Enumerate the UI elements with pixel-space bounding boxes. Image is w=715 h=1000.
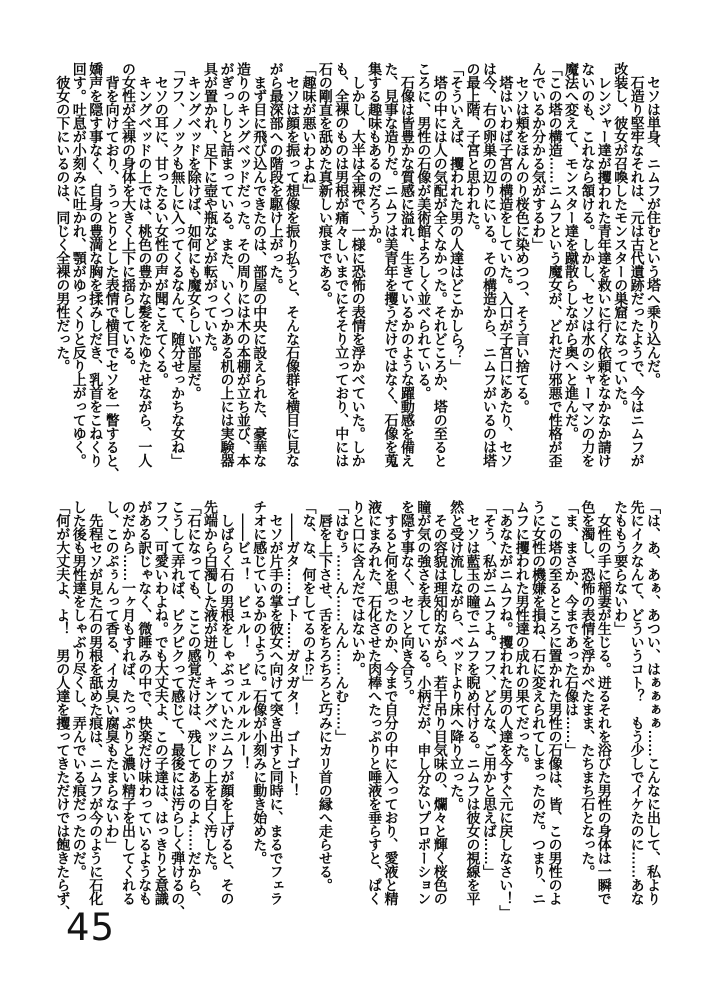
text-line: 女性の手に稲妻が生じる。迸るそれを浴びた男性の身体は一瞬で (596, 500, 613, 905)
text-line: セソは藍玉の瞳でニムフを睨め付ける。ニムフは彼女の視線を平 (465, 500, 482, 905)
text-line: 「は、あ、あぁ、あつい、はぁぁぁぁ……こんなに出して、私より (646, 500, 662, 905)
text-line: 先程セソが見た石の男根を舐めた痕は、ニムフが今のように石化 (88, 500, 105, 905)
text-line: チオに感じているかのように。石像が小刻みに動き始めた。 (252, 500, 269, 865)
text-line: のだから……一ヶ月もすれば、たっぷりと濃い精子を出してくれる (121, 500, 137, 905)
text-line: たももう要らないわ」 (613, 500, 630, 635)
text-line: 石の剛直を舐めた真新しい痕まである。 (317, 62, 334, 305)
text-line: 先端から白濁した液が迸り、キングベッドの上を白く汚した。 (203, 500, 220, 878)
text-line: りと口に含んだではないか。 (350, 500, 367, 676)
text-line: ないのも、これなら頷ける。しかし、セソは水のシャーマンの力を (580, 62, 597, 467)
text-line: た、見事な造りだ。ニムフは美青年を攫うだけではなく、石像を蒐 (383, 62, 400, 467)
text-line: した後も男性達をしゃぶり尽くし、弄んでいる痕だったのだ。 (71, 500, 88, 878)
text-line: しばらく石の男根をしゃぶっていたニムフが顔を上げると、その (219, 500, 236, 905)
text-line: がある訳じゃなく、微睡みの中で、快楽だけ味わっているようなも (137, 500, 154, 905)
text-line: すると何を思ったのか、今まで自分の中に入っており、愛液と精 (383, 500, 400, 905)
text-line: 然と受け流しながら、ベッドより床へ降り立った。 (449, 500, 466, 811)
text-line: 「そう、私がニムフよ。フフ、どんな、ご用かと思えば……」 (481, 500, 498, 878)
text-line: 石造り堅牢なそれは、元は古代遺跡だったようで、今はニムフが (629, 62, 646, 467)
text-line: 彼女の下にいるのは、同じく全裸の男性だった。 (55, 62, 72, 373)
text-line: うに女性の機嫌を損ね、石に変えられてしまったのだ。つまり、ニ (531, 500, 548, 905)
text-line: の最上階、子宮と思われた。 (465, 62, 482, 238)
text-line: は今、右の卵巣の辺りにいる。その構造から、ニムフがいるのは塔 (481, 62, 498, 467)
text-line: し、このぷぅんって香る、イカ臭い腐臭もたまらないわ」 (104, 500, 121, 851)
text-line: 「フフ、ノックも無しに入ってくるなんて、随分せっかちな女ね」 (170, 62, 187, 467)
text-line: レンジャー達が攫われた青年達を救いに行く依頼をなかなか請け (596, 62, 613, 467)
text-block-bottom (55, 500, 662, 936)
text-line: がら最深部への階段を駆け上がった。 (268, 62, 285, 292)
text-line: しかし、大半は全裸で、一様に恐怖の表情を浮かべていた。しか (350, 62, 367, 467)
text-line: 唇を上下させ、舌をちろちろと巧みにカリ首の縁へ走らせる。 (317, 500, 334, 892)
text-line: 回す。吐息が小刻みに吐かれ、顎がゆっくりと反り上がってゆく。 (71, 62, 88, 467)
text-line: 集する趣味もあるのだろうか。 (367, 62, 384, 251)
text-line: 具が置かれ、足下に壺や瓶などが転がっていた。 (203, 62, 220, 359)
text-line: 液にまみれた、石化させた肉棒へたっぷりと唾液を垂らすと、ぱく (367, 500, 384, 905)
text-line: セソの耳に、甘ったるい女性の声が聞こえてくる。 (153, 62, 170, 386)
text-line: まず目に飛び込んできたのは、部屋の中央に設えられた、豪華な (252, 62, 269, 467)
text-line: の女性が全裸の身体を大きく上下に揺らしている。 (121, 62, 137, 373)
text-line: 「あなたがニムフね。攫われた男の人達を今すぐ元に戻しなさい！」 (498, 500, 515, 919)
text-block-top (55, 62, 662, 498)
text-line: 瞳が気の強さを表している。小柄だが、申し分ないプロポーション (416, 500, 433, 905)
text-line: 「そういえば、攫われた男の人達はどこかしら？」 (449, 62, 466, 373)
text-line: フフ、可愛いわよね。でも大丈夫よ、この子達は、はっきりと意識 (153, 500, 170, 905)
text-line: ころに、男性の石像が美術館よろしく並べられている。 (416, 62, 433, 400)
text-line: キングベッドを除けば、如何にも魔女らしい部屋だ。 (186, 62, 203, 400)
text-line: がぎっしりと詰まっている。また、いくつかある机の上には実験器 (219, 62, 236, 467)
text-line: セソが片手の掌を彼女へ向けて突き出すと同時に、まるでフェラ (268, 500, 285, 905)
text-line: 「この塔の構造……ニムフという魔女が、どれだけ邪悪で性格が歪 (547, 62, 564, 467)
text-line: んでいるか分かる気がするわ」 (531, 62, 548, 251)
text-line: を隠す事なく、セソと向き合う。 (399, 500, 416, 703)
text-line: 「はむぅ……ん……んん……んむ……」 (334, 500, 351, 743)
text-line: 石像は皆豊かな質感に溢れ、生きているかのような躍動感を備え (399, 62, 416, 467)
text-line: 先にイクなんて、どういうコト？ もう少しでイケたのに……あな (629, 500, 646, 905)
text-line: 背を向けており、うっとりとした表情で横目でセソを一瞥すると、 (104, 62, 121, 481)
text-line: ――ビュ！ ビュル！ ビュルルルルー！ (235, 500, 252, 770)
text-line: も、全裸のものは男根が痛々しいまでにそそり立っており、中には (334, 62, 351, 467)
text-line: ――ガタ……ゴト……ガタガタ！ ゴトゴト！ (285, 500, 302, 797)
text-line: 「石になっても、ここの感覚だけは、残してあるのよ……だから、 (186, 500, 203, 905)
text-line: ムフに攫われた男性達の成れの果てだった。 (514, 500, 531, 770)
text-line: 改装し、彼女が召喚したモンスターの巣窟になっていた。 (613, 62, 630, 413)
text-line: 嬌声を隠す事なく、自身の豊満な胸を揉みしだき、乳首をこねくり (88, 62, 105, 467)
text-line: 塔はいわば子宮の構造をしていた。入口が子宮口にあたり、セソ (498, 62, 515, 467)
text-line: こうして弄れば、ピクピクって感じて、最後には汚らしく弾けるの、 (170, 500, 187, 919)
text-line: 「な、な、何をしてるのよ⁉」 (301, 500, 318, 689)
text-line: セソは顔を振って想像を振り払うと、そんな石像群を横目に見な (285, 62, 302, 467)
page-number: 45 (66, 906, 116, 949)
text-line: セソは単身、ニムフが住むという塔へ乗り込んだ。 (646, 62, 662, 386)
text-line: 色を濁し、恐怖の表情を浮かべたまま、たちまち石となった。 (580, 500, 597, 878)
text-line: 造りのキングベッドだった。その周りには木の本棚が立ち並び、本 (235, 62, 252, 467)
text-line: 「ま、まさか、今まであった石像は……」 (563, 500, 580, 757)
text-line: この塔の至るところに置かれた男性の石像は、皆、この男性のよ (547, 500, 564, 905)
text-line: 塔の中には人の気配が全くなかった。それどころか、塔の至ると (432, 62, 449, 467)
text-line: 「趣味が悪いわよね」 (301, 62, 318, 197)
text-line: 魔法へ変えて、モンスター達を蹴散らしながら奥へと進んだ。 (563, 62, 580, 440)
text-line: セソは頬をほんのり桜色に染めつつ、そう言い捨てる。 (514, 62, 531, 413)
text-line: 「何が大丈夫よ、よ！ 男の人達を攫ってきただけでは飽きたらず、 (55, 500, 72, 919)
text-line: その容貌は理知的ながら、若干吊り目気味の、爛々と輝く桜色の (432, 500, 449, 905)
text-line: キングベッドの上では、桃色の豊かな髪をたゆたせながら、一人 (137, 62, 154, 467)
